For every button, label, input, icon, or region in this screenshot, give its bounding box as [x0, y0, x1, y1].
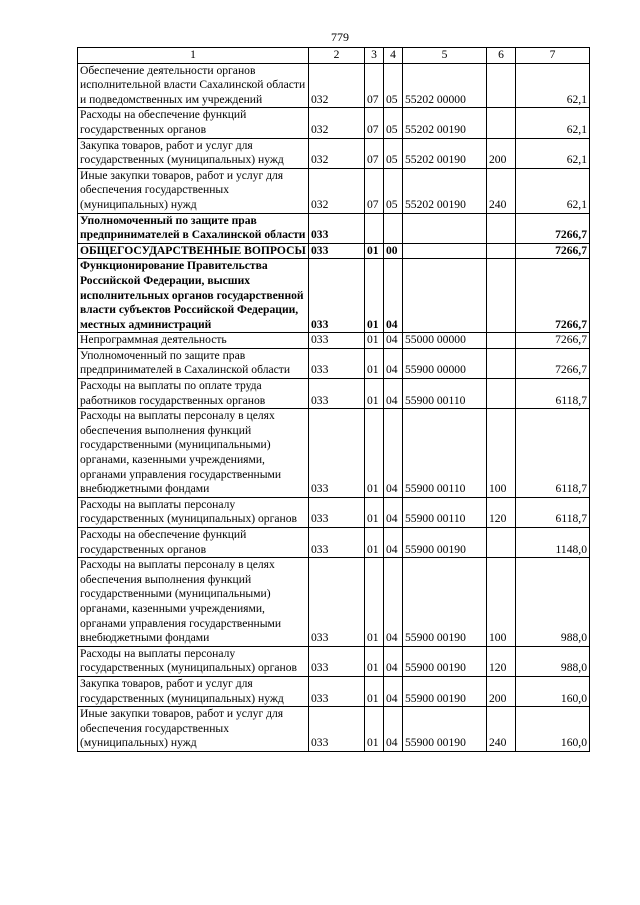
cell-rz: 01	[365, 259, 384, 333]
cell-vr: 200	[487, 676, 516, 706]
cell-vr: 240	[487, 168, 516, 213]
cell-csr: 55900 00190	[403, 528, 487, 558]
cell-pr: 04	[384, 646, 403, 676]
cell-grbs: 033	[309, 333, 365, 349]
cell-vr	[487, 213, 516, 243]
cell-sum: 62,1	[516, 63, 590, 108]
header-col-1: 1	[78, 48, 309, 64]
cell-csr: 55202 00000	[403, 63, 487, 108]
cell-pr: 04	[384, 707, 403, 752]
cell-pr: 04	[384, 333, 403, 349]
cell-sum: 6118,7	[516, 409, 590, 498]
cell-vr	[487, 333, 516, 349]
cell-grbs: 032	[309, 108, 365, 138]
cell-pr: 05	[384, 168, 403, 213]
cell-sum: 7266,7	[516, 333, 590, 349]
cell-pr: 04	[384, 528, 403, 558]
cell-vr	[487, 243, 516, 259]
cell-name: Иные закупки товаров, работ и услуг для обеспечения государственных (муниципальных) нужд	[78, 168, 309, 213]
cell-csr: 55900 00110	[403, 497, 487, 527]
cell-grbs: 033	[309, 646, 365, 676]
table-row	[78, 138, 590, 168]
cell-csr	[403, 213, 487, 243]
table-row	[78, 528, 590, 558]
cell-rz: 01	[365, 348, 384, 378]
cell-pr: 04	[384, 348, 403, 378]
cell-name: Расходы на выплаты персоналу государственных (муниципальных) органов	[78, 646, 309, 676]
cell-rz: 01	[365, 497, 384, 527]
cell-sum: 7266,7	[516, 243, 590, 259]
cell-sum: 988,0	[516, 646, 590, 676]
cell-grbs: 033	[309, 243, 365, 259]
cell-pr: 04	[384, 379, 403, 409]
header-col-3: 3	[365, 48, 384, 64]
cell-rz: 01	[365, 333, 384, 349]
table-row	[78, 168, 590, 213]
cell-grbs: 033	[309, 259, 365, 333]
cell-pr: 04	[384, 558, 403, 647]
cell-csr: 55900 00110	[403, 379, 487, 409]
cell-sum: 7266,7	[516, 213, 590, 243]
cell-csr: 55900 00110	[403, 409, 487, 498]
cell-sum: 62,1	[516, 168, 590, 213]
cell-grbs: 032	[309, 168, 365, 213]
cell-pr	[384, 213, 403, 243]
cell-csr: 55900 00190	[403, 707, 487, 752]
cell-name: Функционирование Правительства Российской Федерации, высших исполнительных органов государственной власти субъектов Российской Федерации, местных администраций	[78, 259, 309, 333]
cell-name: Непрограммная деятельность	[78, 333, 309, 349]
cell-sum: 160,0	[516, 676, 590, 706]
table-row	[78, 348, 590, 378]
cell-rz: 07	[365, 138, 384, 168]
cell-pr: 04	[384, 676, 403, 706]
cell-csr	[403, 259, 487, 333]
page-number: 779	[331, 30, 349, 44]
cell-name: Расходы на обеспечение функций государственных органов	[78, 108, 309, 138]
cell-sum: 6118,7	[516, 497, 590, 527]
cell-vr	[487, 259, 516, 333]
cell-sum: 6118,7	[516, 379, 590, 409]
header-col-6: 6	[487, 48, 516, 64]
cell-name: Уполномоченный по защите прав предпринимателей в Сахалинской области	[78, 213, 309, 243]
table-row	[78, 333, 590, 349]
header-row	[78, 48, 590, 64]
table-row	[78, 409, 590, 498]
cell-name: Расходы на выплаты персоналу государственных (муниципальных) органов	[78, 497, 309, 527]
cell-pr: 04	[384, 409, 403, 498]
cell-rz: 01	[365, 409, 384, 498]
cell-csr: 55202 00190	[403, 108, 487, 138]
table-row	[78, 108, 590, 138]
cell-sum: 1148,0	[516, 528, 590, 558]
cell-pr: 05	[384, 108, 403, 138]
cell-rz: 01	[365, 243, 384, 259]
cell-csr: 55202 00190	[403, 168, 487, 213]
cell-name: ОБЩЕГОСУДАРСТВЕННЫЕ ВОПРОСЫ	[78, 243, 309, 259]
cell-name: Закупка товаров, работ и услуг для государственных (муниципальных) нужд	[78, 138, 309, 168]
cell-vr: 200	[487, 138, 516, 168]
cell-vr	[487, 379, 516, 409]
cell-grbs: 033	[309, 409, 365, 498]
header-col-4: 4	[384, 48, 403, 64]
table-row	[78, 243, 590, 259]
cell-sum: 988,0	[516, 558, 590, 647]
cell-rz: 07	[365, 168, 384, 213]
cell-grbs: 033	[309, 497, 365, 527]
cell-vr	[487, 348, 516, 378]
cell-pr: 00	[384, 243, 403, 259]
header-col-2: 2	[309, 48, 365, 64]
table-row	[78, 707, 590, 752]
table-row	[78, 558, 590, 647]
table-row	[78, 497, 590, 527]
cell-rz: 07	[365, 108, 384, 138]
cell-pr: 05	[384, 138, 403, 168]
cell-pr: 04	[384, 497, 403, 527]
cell-rz: 01	[365, 646, 384, 676]
cell-name: Иные закупки товаров, работ и услуг для обеспечения государственных (муниципальных) нужд	[78, 707, 309, 752]
cell-vr: 240	[487, 707, 516, 752]
table-row	[78, 676, 590, 706]
table-row	[78, 213, 590, 243]
cell-vr: 120	[487, 497, 516, 527]
cell-csr: 55900 00190	[403, 646, 487, 676]
cell-csr: 55900 00190	[403, 676, 487, 706]
cell-sum: 160,0	[516, 707, 590, 752]
cell-pr: 05	[384, 63, 403, 108]
cell-vr	[487, 63, 516, 108]
cell-grbs: 033	[309, 213, 365, 243]
cell-grbs: 033	[309, 707, 365, 752]
cell-vr: 100	[487, 409, 516, 498]
table-row	[78, 259, 590, 333]
cell-rz: 01	[365, 676, 384, 706]
cell-grbs: 033	[309, 379, 365, 409]
cell-grbs: 032	[309, 63, 365, 108]
cell-name: Уполномоченный по защите прав предпринимателей в Сахалинской области	[78, 348, 309, 378]
cell-rz: 01	[365, 558, 384, 647]
cell-sum: 62,1	[516, 108, 590, 138]
cell-grbs: 033	[309, 558, 365, 647]
cell-rz: 01	[365, 707, 384, 752]
cell-name: Обеспечение деятельности органов исполнительной власти Сахалинской области и подведомственных им учреждений	[78, 63, 309, 108]
cell-vr: 100	[487, 558, 516, 647]
cell-sum: 7266,7	[516, 259, 590, 333]
cell-csr: 55202 00190	[403, 138, 487, 168]
cell-rz: 01	[365, 528, 384, 558]
cell-grbs: 033	[309, 528, 365, 558]
budget-table	[77, 47, 590, 752]
cell-csr: 55900 00190	[403, 558, 487, 647]
cell-rz	[365, 213, 384, 243]
cell-vr	[487, 528, 516, 558]
cell-vr: 120	[487, 646, 516, 676]
cell-name: Расходы на выплаты персоналу в целях обеспечения выполнения функций государственными (муниципальными) органами, казенными учреждениями, органами управления государственными внебюджетными фондами	[78, 558, 309, 647]
cell-pr: 04	[384, 259, 403, 333]
cell-sum: 7266,7	[516, 348, 590, 378]
cell-name: Расходы на выплаты по оплате труда работников государственных органов	[78, 379, 309, 409]
cell-name: Закупка товаров, работ и услуг для государственных (муниципальных) нужд	[78, 676, 309, 706]
cell-name: Расходы на обеспечение функций государственных органов	[78, 528, 309, 558]
cell-grbs: 032	[309, 138, 365, 168]
cell-vr	[487, 108, 516, 138]
cell-rz: 07	[365, 63, 384, 108]
cell-sum: 62,1	[516, 138, 590, 168]
cell-grbs: 033	[309, 348, 365, 378]
cell-rz: 01	[365, 379, 384, 409]
header-col-7: 7	[516, 48, 590, 64]
cell-grbs: 033	[309, 676, 365, 706]
table-row	[78, 379, 590, 409]
cell-name: Расходы на выплаты персоналу в целях обеспечения выполнения функций государственными (муниципальными) органами, казенными учреждениями, органами управления государственными внебюджетными фондами	[78, 409, 309, 498]
cell-csr: 55000 00000	[403, 333, 487, 349]
header-col-5: 5	[403, 48, 487, 64]
table-row	[78, 63, 590, 108]
cell-csr: 55900 00000	[403, 348, 487, 378]
table-row	[78, 646, 590, 676]
cell-csr	[403, 243, 487, 259]
